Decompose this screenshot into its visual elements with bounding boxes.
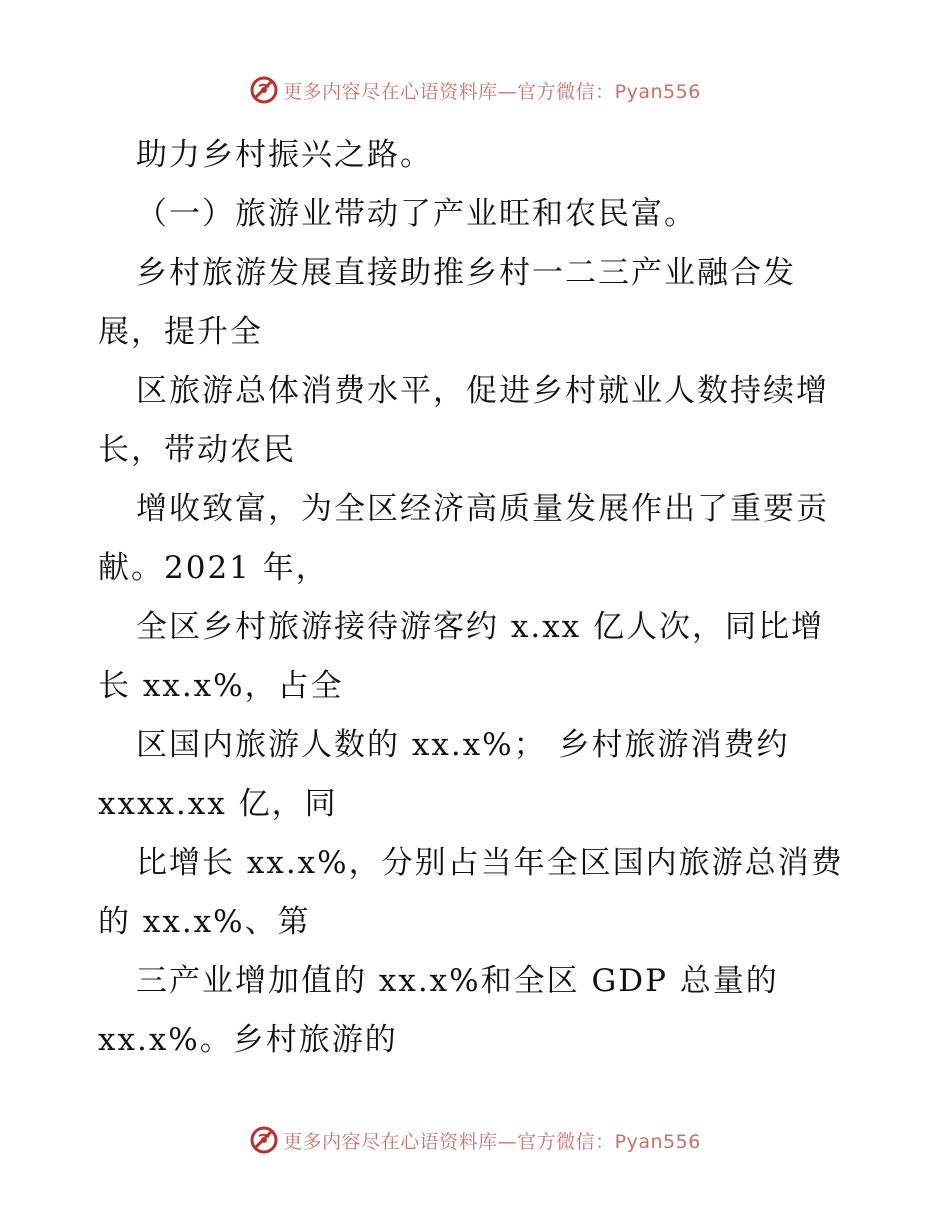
paragraph-line: 的 xx.x%、第 <box>98 904 311 940</box>
paragraph-line: 助力乡村振兴之路。 <box>136 137 433 173</box>
footer-watermark-text: 更多内容尽在心语资料库—官方微信：Pyan556 <box>283 1130 701 1153</box>
paragraph-line: 区旅游总体消费水平，促进乡村就业人数持续增 <box>136 373 829 409</box>
paragraph-line: 三产业增加值的 xx.x%和全区 GDP 总量的 <box>136 963 779 999</box>
paragraph-line: 比增长 xx.x%，分别占当年全区国内旅游总消费 <box>136 845 844 881</box>
brand-logo-icon <box>249 75 279 105</box>
section-heading: （一）旅游业带动了产业旺和农民富。 <box>136 196 697 232</box>
paragraph-line: 乡村旅游发展直接助推乡村一二三产业融合发 <box>136 255 796 291</box>
paragraph-line: xx.x%。乡村旅游的 <box>98 1022 398 1058</box>
paragraph-line: 展，提升全 <box>98 314 263 350</box>
paragraph-line: 全区乡村旅游接待游客约 x.xx 亿人次，同比增 <box>136 609 825 645</box>
paragraph-line: xxxx.xx 亿，同 <box>98 786 338 822</box>
paragraph-line: 献。2021 年， <box>98 550 329 586</box>
paragraph-line: 区国内旅游人数的 xx.x%； 乡村旅游消费约 <box>136 727 790 763</box>
paragraph-line: 长 xx.x%，占全 <box>98 668 344 704</box>
header-watermark-text: 更多内容尽在心语资料库—官方微信：Pyan556 <box>283 80 701 103</box>
paragraph-line: 增收致富，为全区经济高质量发展作出了重要贡 <box>136 491 829 527</box>
header-watermark <box>0 72 950 108</box>
footer-watermark <box>0 1122 950 1158</box>
brand-logo-icon <box>249 1125 279 1155</box>
document-body <box>98 126 868 1070</box>
paragraph-line: 长，带动农民 <box>98 432 296 468</box>
